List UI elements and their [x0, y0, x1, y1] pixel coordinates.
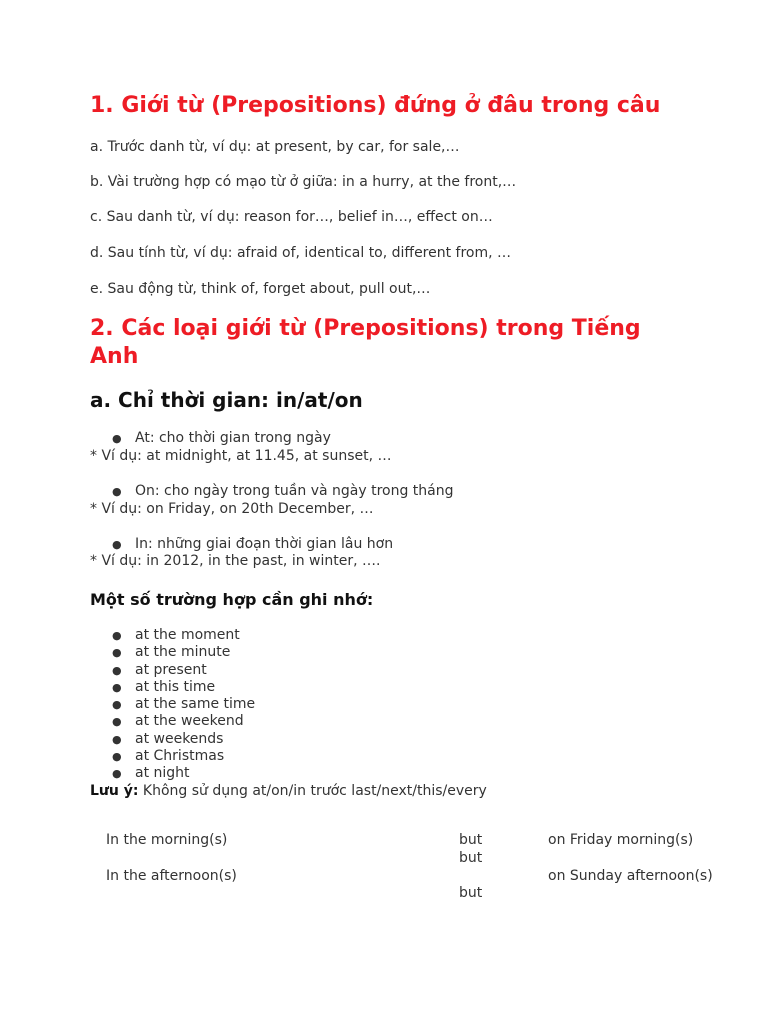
table-cell-row2-mid-top: but: [459, 850, 483, 866]
note-line: [90, 783, 487, 800]
section1-item-e: e. Sau động từ, think of, forget about, pull out,…: [90, 281, 431, 297]
bullet-icon: ●: [112, 485, 122, 498]
bullet-icon: ●: [112, 538, 122, 551]
table-cell-row1-left: In the morning(s): [106, 832, 228, 848]
note-text: Không sử dụng at/on/in trước last/next/this/every: [138, 783, 487, 799]
section1-heading: 1. Giới từ (Prepositions) đứng ở đâu trong câu: [90, 93, 661, 118]
bullet-text: In: những giai đoạn thời gian lâu hơn: [135, 536, 394, 552]
section1-item-d: d. Sau tính từ, ví dụ: afraid of, identical to, different from, …: [90, 245, 512, 261]
bullet-icon: ●: [112, 698, 122, 712]
section1-item-b: b. Vài trường hợp có mạo từ ở giữa: in a hurry, at the front,…: [90, 174, 517, 190]
remember-heading: Một số trường hợp cần ghi nhớ:: [90, 590, 374, 609]
example-line: * Ví dụ: at midnight, at 11.45, at sunset, …: [90, 448, 392, 464]
bullet-text: On: cho ngày trong tuần và ngày trong tháng: [135, 483, 454, 499]
section2-heading: 2. Các loại giới từ (Prepositions) trong Tiếng Anh: [90, 316, 641, 369]
bullet-icon: ●: [112, 680, 122, 694]
table-cell-row1-mid: but: [459, 832, 483, 848]
bullet-icon: ●: [112, 432, 122, 445]
time-prepositions-subheading: a. Chỉ thời gian: in/at/on: [90, 388, 363, 412]
bullet-icon: ●: [112, 732, 122, 746]
bullet-icon: ●: [112, 715, 122, 729]
bullet-icon: ●: [112, 646, 122, 660]
bullet-text: At: cho thời gian trong ngày: [135, 430, 331, 446]
table-cell-row1-right: on Friday morning(s): [548, 832, 694, 848]
example-line: * Ví dụ: in 2012, in the past, in winter, ….: [90, 553, 381, 569]
bullet-icon: ●: [112, 767, 122, 781]
table-cell-row2-left: In the afternoon(s): [106, 868, 237, 884]
bullet-icon: ●: [112, 750, 122, 764]
bullet-icon: ●: [112, 663, 122, 677]
table-cell-row2-right: on Sunday afternoon(s): [548, 868, 713, 884]
note-label: Lưu ý:: [90, 783, 139, 799]
section1-item-a: a. Trước danh từ, ví dụ: at present, by car, for sale,…: [90, 139, 460, 155]
example-line: * Ví dụ: on Friday, on 20th December, …: [90, 501, 374, 517]
section1-item-c: c. Sau danh từ, ví dụ: reason for…, belief in…, effect on…: [90, 209, 493, 225]
bullet-icon: ●: [112, 629, 122, 642]
table-cell-row3-mid: but: [459, 885, 483, 901]
